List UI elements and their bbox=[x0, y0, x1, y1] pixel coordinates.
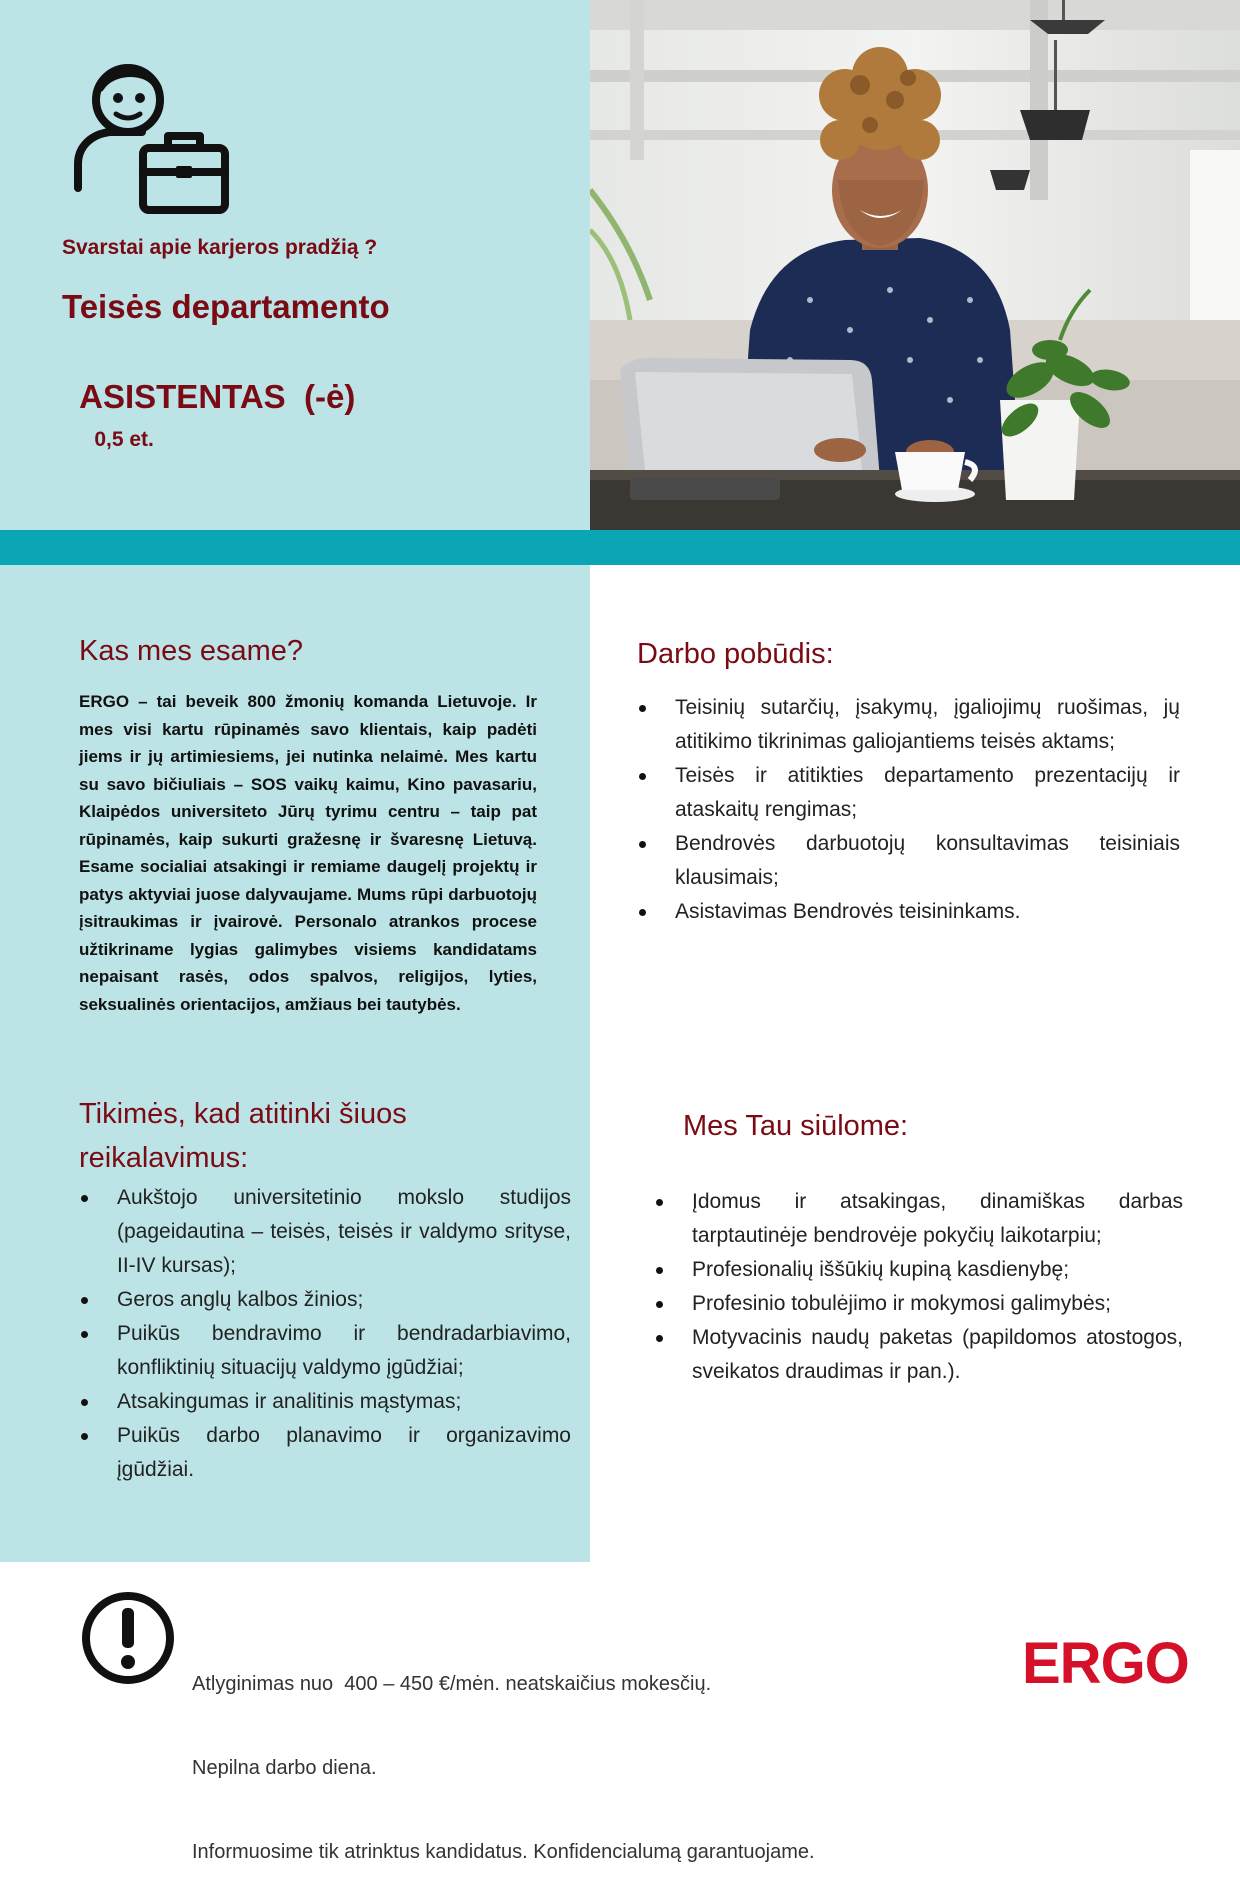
about-heading: Kas mes esame? bbox=[79, 635, 304, 667]
list-item: Atsakingumas ir analitinis mąstymas; bbox=[79, 1385, 571, 1419]
list-item: Profesionalių iššūkių kupiną kasdienybę; bbox=[654, 1253, 1183, 1287]
list-item: Įdomus ir atsakingas, dinamiškas darbas tarptautinėje bendrovėje pokyčių laikotarpiu; bbox=[654, 1185, 1183, 1253]
footer-notes bbox=[192, 1614, 815, 1894]
duties-heading: Darbo pobūdis: bbox=[637, 638, 834, 670]
list-item: Motyvacinis naudų paketas (papildomos atostogos, sveikatos draudimas ir pan.). bbox=[654, 1321, 1183, 1389]
list-item: Teisės ir atitikties departamento prezentacijų ir ataskaitų rengimas; bbox=[637, 759, 1180, 827]
list-item: Teisinių sutarčių, įsakymų, įgaliojimų ruošimas, jų atitikimo tikrinimas galiojantiems teisės aktams; bbox=[637, 691, 1180, 759]
list-item: Aukštojo universitetinio mokslo studijos (pageidautina – teisės, teisės ir valdymo srityse, II-IV kursas); bbox=[79, 1181, 571, 1283]
list-item: Profesinio tobulėjimo ir mokymosi galimybės; bbox=[654, 1287, 1183, 1321]
offer-heading: Mes Tau siūlome: bbox=[683, 1110, 909, 1142]
employee-briefcase-icon bbox=[70, 60, 240, 220]
list-item: Geros anglų kalbos žinios; bbox=[79, 1283, 571, 1317]
list-item: Asistavimas Bendrovės teisininkams. bbox=[637, 895, 1180, 929]
teal-divider-band bbox=[0, 530, 1240, 565]
list-item: Puikūs bendravimo ir bendradarbiavimo, konfliktinių situacijų valdymo įgūdžiai; bbox=[79, 1317, 571, 1385]
part-time-note: Nepilna darbo diena. bbox=[192, 1757, 377, 1779]
salary-note: Atlyginimas nuo 400 – 450 €/mėn. neatskaičius mokesčių. bbox=[192, 1673, 712, 1695]
job-title-line1: Teisės departamento bbox=[62, 288, 390, 325]
job-title-line2 bbox=[62, 340, 355, 454]
confidentiality-note: Informuosime tik atrinktus kandidatus. Konfidencialumą garantuojame. bbox=[192, 1841, 815, 1863]
about-text: ERGO – tai beveik 800 žmonių komanda Lietuvoje. Ir mes visi kartu rūpinamės savo klientais, kaip padėti jiems ir jų artimiesiems, jei nutinka nelaimė. Mes kartu su savo bičiuliais – SOS vaikų kaimu, Kino pavasariu, Klaipėdos universiteto Jūrų tyrimu centru – taip pat rūpinamės, kaip sukurti gražesnę ir švaresnę Lietuvą. Esame socialiai atsakingi ir remiame daugelį projektų ir patys aktyviai juose dalyvaujame. Mums rūpi darbuotojų įsitraukimas ir įvairovė. Personalo atrankos procese užtikriname lygias galimybes visiems kandidatams nepaisant rasės, odos spalvos, religijos, lyties, seksualinės orientacijos, amžiaus bei tautybės. bbox=[79, 692, 537, 1014]
requirements-list bbox=[79, 1181, 571, 1487]
offer-list bbox=[654, 1185, 1183, 1389]
list-item: Bendrovės darbuotojų konsultavimas teisiniais klausimais; bbox=[637, 827, 1180, 895]
hero-photo bbox=[590, 0, 1240, 530]
job-title: ASISTENTAS (-ė) bbox=[79, 378, 356, 415]
requirements-heading: Tikimės, kad atitinki šiuos reikalavimus: bbox=[79, 1098, 407, 1174]
list-item: Puikūs darbo planavimo ir organizavimo įgūdžiai. bbox=[79, 1419, 571, 1487]
duties-list bbox=[637, 691, 1180, 929]
teaser-text: Svarstai apie karjeros pradžią ? bbox=[62, 236, 378, 259]
workload-badge: 0,5 et. bbox=[94, 428, 154, 451]
ergo-logo: ERGO bbox=[1022, 1631, 1189, 1696]
exclamation-circle-icon bbox=[80, 1590, 176, 1686]
